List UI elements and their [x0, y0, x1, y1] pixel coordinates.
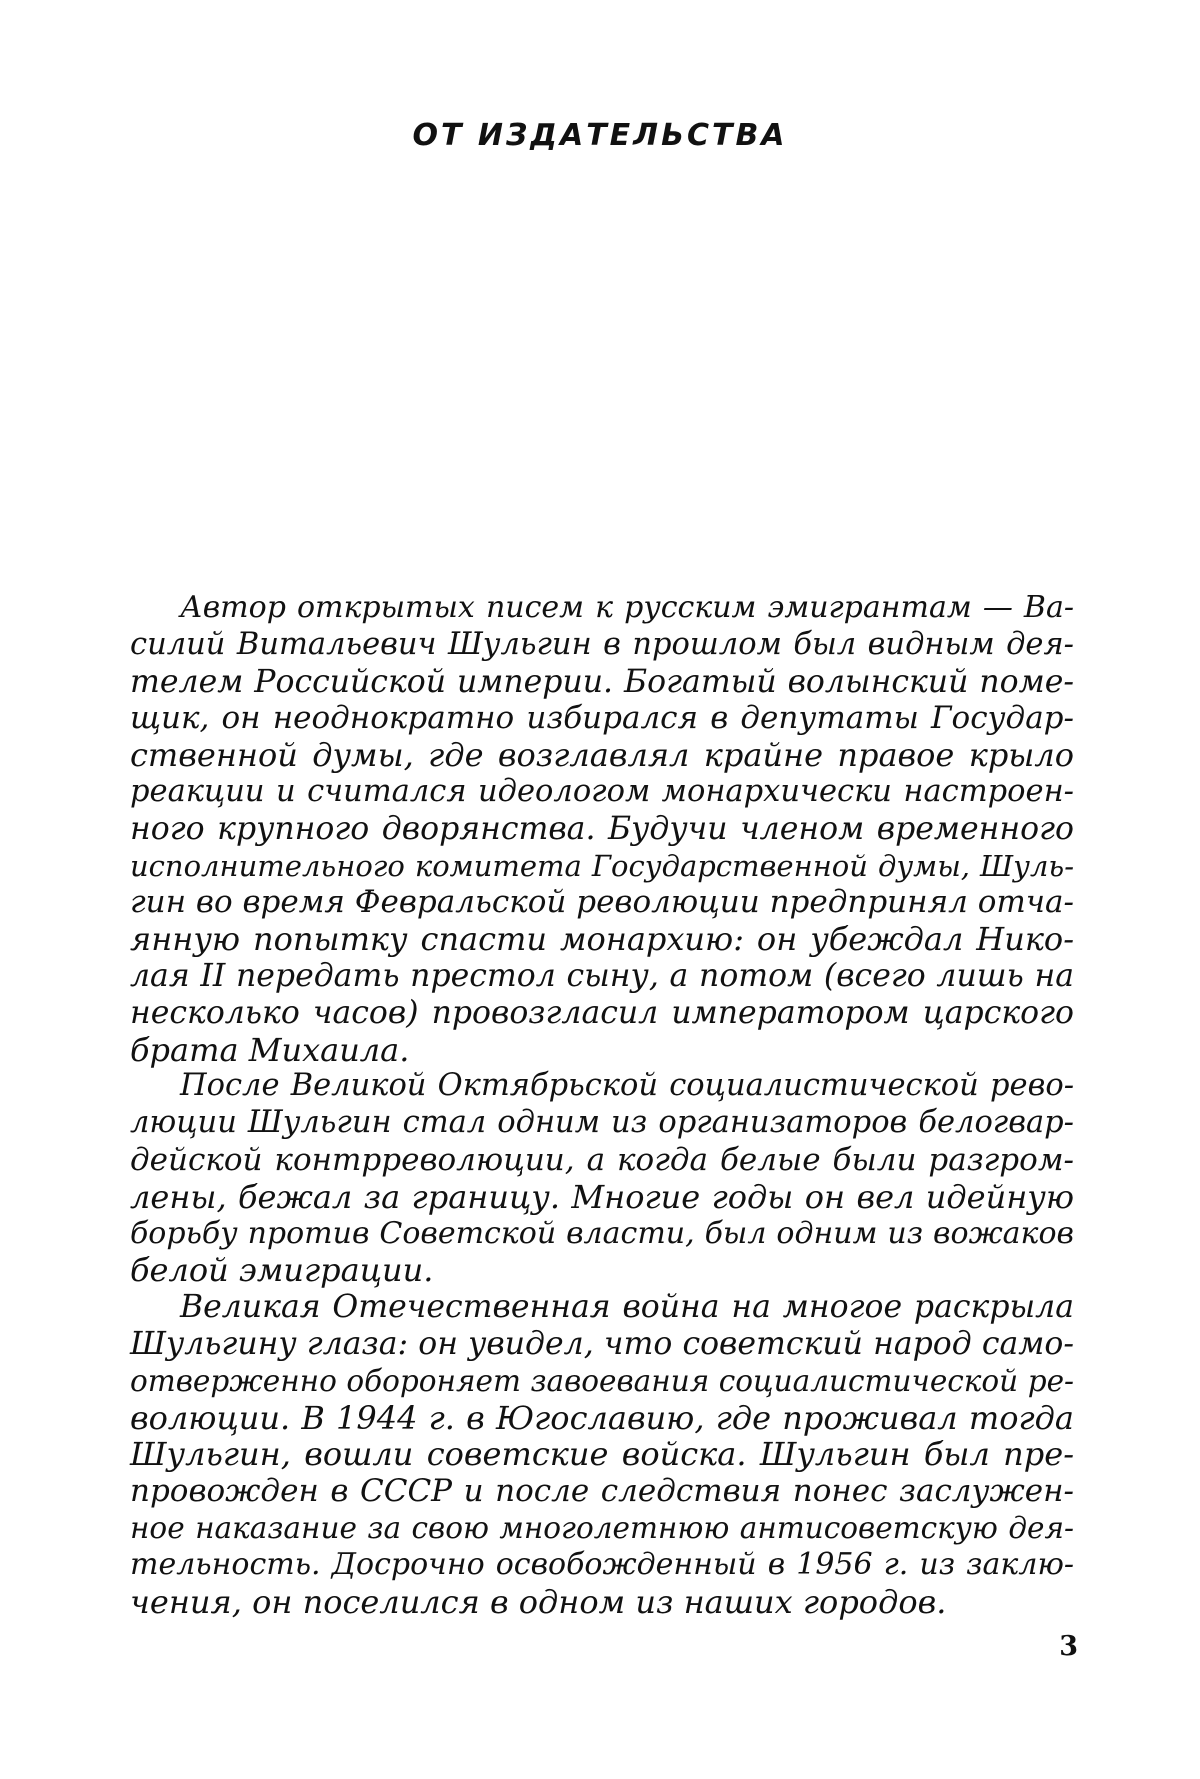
page-number: 3	[1050, 1631, 1078, 1662]
text-line: гин во время Февральской революции предпринял отча-	[130, 884, 1074, 921]
text-line: ственной думы, где возглавлял крайне правое крыло	[130, 737, 1074, 774]
text-line: ного крупного дворянства. Будучи членом временного	[130, 811, 1074, 848]
text-line: силий Витальевич Шульгин в прошлом был видным дея-	[130, 627, 1074, 664]
text-line: отверженно обороняет завоевания социалистической ре-	[130, 1363, 1074, 1400]
text-line: борьбу против Советской власти, был одним из вожаков	[130, 1216, 1074, 1253]
body-text	[130, 590, 1074, 1620]
text-line: лая II передать престол сыну, а потом (всего лишь на	[130, 958, 1074, 995]
text-line: белой эмиграции.	[130, 1252, 1074, 1289]
text-line: щик, он неоднократно избирался в депутаты Государ-	[130, 700, 1074, 737]
text-line: Автор открытых писем к русским эмигрантам — Ва-	[130, 590, 1074, 627]
text-line: дейской контрреволюции, а когда белые были разгром-	[130, 1142, 1074, 1179]
text-line: янную попытку спасти монархию: он убеждал Нико-	[130, 921, 1074, 958]
text-line: несколько часов) провозгласил императором царского	[130, 995, 1074, 1032]
text-line: чения, он поселился в одном из наших городов.	[130, 1584, 1074, 1621]
text-line: лены, бежал за границу. Многие годы он вел идейную	[130, 1179, 1074, 1216]
text-line: тельность. Досрочно освобожденный в 1956 г. из заклю-	[130, 1547, 1074, 1584]
text-line: волюции. В 1944 г. в Югославию, где проживал тогда	[130, 1400, 1074, 1437]
text-line: После Великой Октябрьской социалистической рево-	[130, 1068, 1074, 1105]
text-line: провожден в СССР и после следствия понес заслужен-	[130, 1473, 1074, 1510]
text-line: реакции и считался идеологом монархически настроен-	[130, 774, 1074, 811]
text-line: Шульгину глаза: он увидел, что советский народ само-	[130, 1326, 1074, 1363]
text-line: брата Михаила.	[130, 1032, 1074, 1069]
text-line: ное наказание за свою многолетнюю антисоветскую дея-	[130, 1510, 1074, 1547]
text-line: Великая Отечественная война на многое раскрыла	[130, 1289, 1074, 1326]
text-line: телем Российской империи. Богатый волынский поме-	[130, 664, 1074, 701]
text-line: люции Шульгин стал одним из организаторов белогвар-	[130, 1105, 1074, 1142]
text-line: Шульгин, вошли советские войска. Шульгин был пре-	[130, 1436, 1074, 1473]
book-page	[0, 0, 1200, 1779]
page-heading: ОТ ИЗДАТЕЛЬСТВА	[0, 118, 1200, 153]
text-line: исполнительного комитета Государственной думы, Шуль-	[130, 848, 1074, 885]
